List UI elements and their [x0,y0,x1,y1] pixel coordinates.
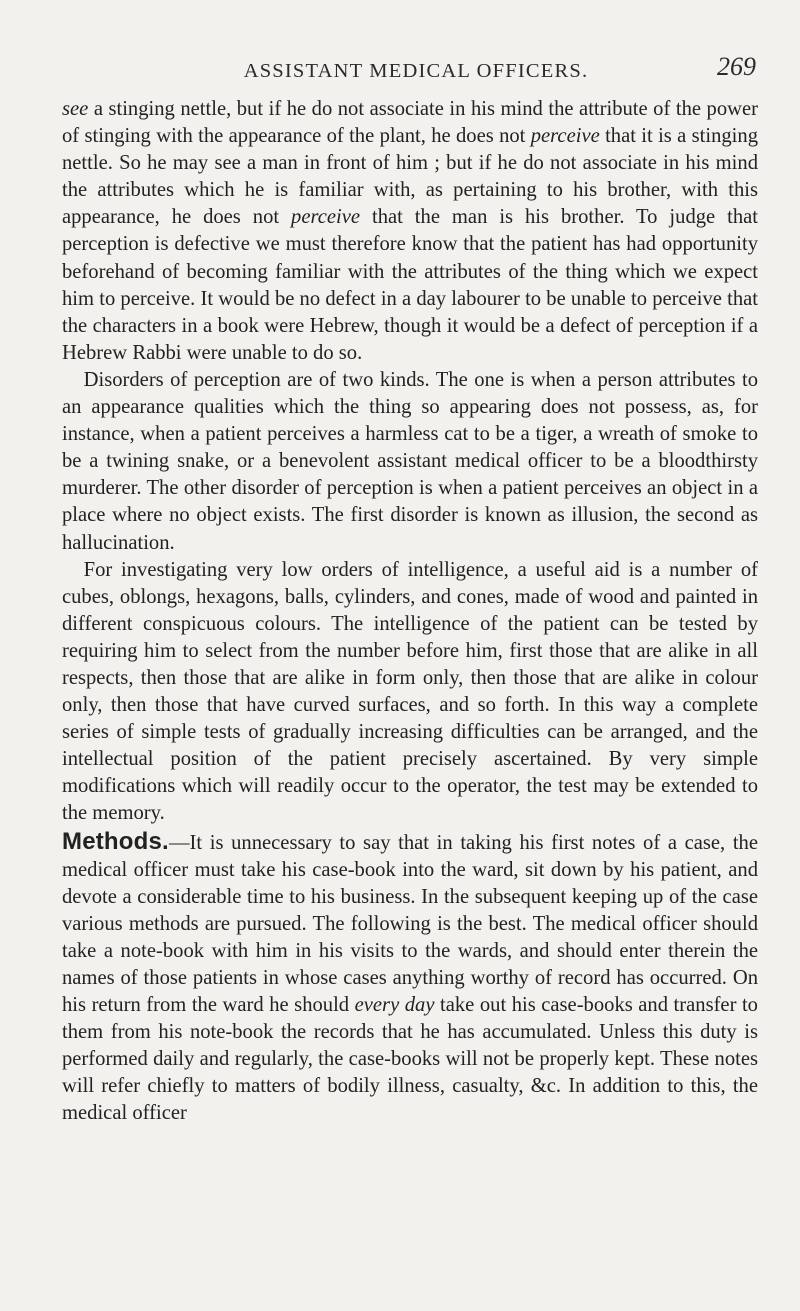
running-title: ASSISTANT MEDICAL OFFICERS. [243,60,589,82]
text-segment: a stinging nettle, but if he do not associate in his mind the attribute of the power of stinging with the appearance of the plant, he does not [62,98,758,148]
text-segment: that the man is his brother. To judge that perception is defective we must therefore know that the patient has had opportunity beforehand of becoming familiar with the attributes of the thing which we expect him to perceive. It would be no defect in a day labourer to be unable to perceive that the characters in a book were Hebrew, though it would be a defect of perception if a Hebrew Rabbi were unable to do so. [62,206,759,364]
running-head [60,40,772,90]
section-heading-methods: Methods. [62,827,169,855]
page-number: 269 [717,52,756,81]
text-segment: perceive [291,206,361,229]
text-segment: take out his case-books and transfer to them from his note-book the records that he has accumulated. Unless this duty is performed daily and regularly, the case-books will not be properly kept. These notes will refer chiefly to matters of bodily illness, casualty, &c. In addition to this, the medical officer [62,994,758,1125]
paragraph-methods [62,828,758,1128]
text-segment: Disorders of perception are of two kinds. The one is when a person attributes to an appearance qualities which the thing so appearing does not possess, as, for instance, when a patient perceives a harmless cat to be a tiger, a wreath of smoke to be a twining snake, or a benevolent assistant medical officer to be a bloodthirsty murderer. The other disorder of perception is when a patient perceives an object in a place where no object exists. The first disorder is known as illusion, the second as hallucination. [62,368,758,554]
body-text [62,96,758,1128]
text-segment: perceive [530,125,600,148]
paragraph-perception-intro [62,96,758,367]
text-segment: —It is unnecessary to say that in taking his first notes of a case, the medical officer must take his case-book into the ward, sit down by his patient, and devote a considerable time to his business. In the subsequent keeping up of the case various methods are pursued. The following is the best. The medical officer should take a note-book with him in his visits to the wards, and should enter therein the names of those patients in whose cases anything worthy of record has occurred. On his return from the ward he should [62,831,758,1017]
text-segment: see [62,98,89,120]
paragraph-disorders-of-perception [62,367,758,557]
text-segment: every day [354,994,435,1017]
text-segment: that it is a stinging nettle. So he may see a man in front of him ; but if he do not associate in his mind the attributes which he is familiar with, as pertaining to his brother, with this appearance, he does not [62,125,758,229]
text-segment: For investigating very low orders of intelligence, a useful aid is a number of cubes, oblongs, hexagons, balls, cylinders, and cones, made of wood and painted in different conspicuous colours. The intelligence of the patient can be tested by requiring him to select from the number before him, first those that are alike in all respects, then those that are alike in form only, then those that are alike in colour only, then those that have curved surfaces, and so forth. In this way a complete series of simple tests of gradually increasing difficulties can be arranged, and the intellectual position of the patient precisely ascertained. By very simple modifications which will readily occur to the operator, the test may be extended to the memory. [62,558,758,825]
paragraph-intelligence-tests [62,557,758,828]
